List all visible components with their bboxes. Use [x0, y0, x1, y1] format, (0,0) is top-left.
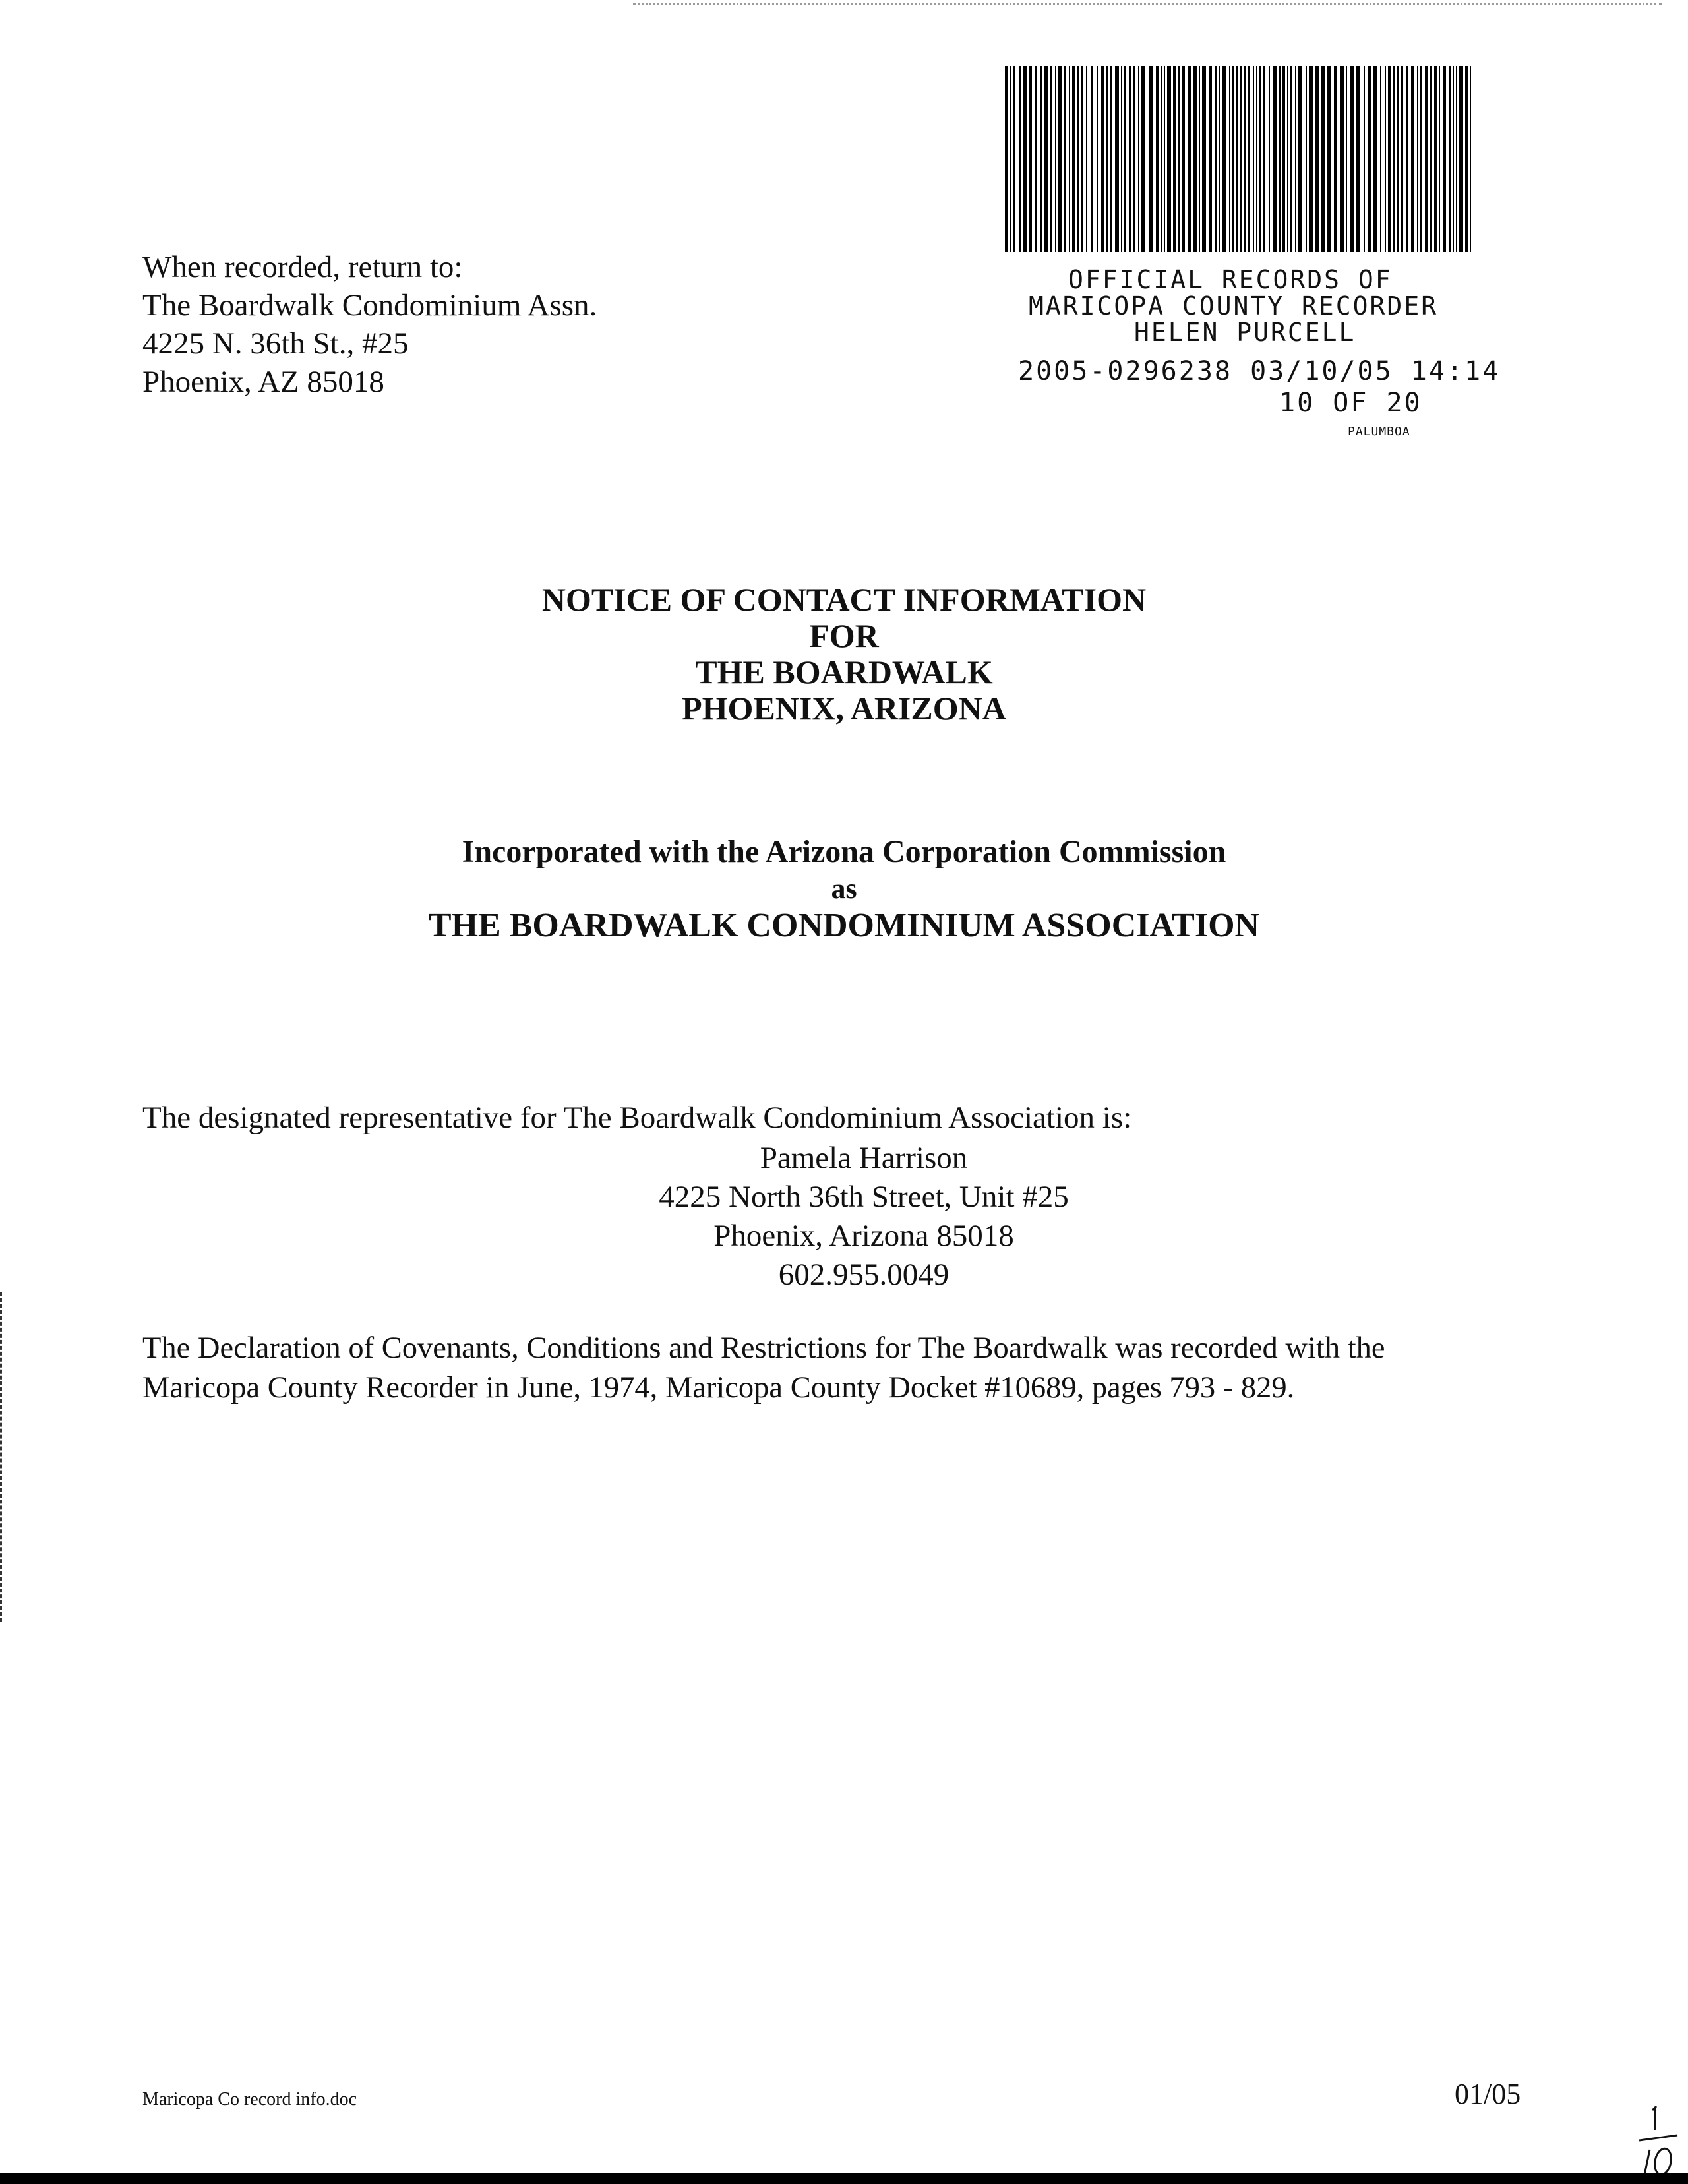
barcode-bar	[1019, 66, 1021, 252]
barcode-bar	[1182, 66, 1185, 252]
return-heading: When recorded, return to:	[142, 250, 463, 284]
barcode-bar	[1215, 66, 1217, 252]
barcode-bar	[1295, 66, 1296, 252]
barcode-bar	[1173, 66, 1176, 252]
title-line-3: THE BOARDWALK	[695, 653, 993, 690]
title-line-2: FOR	[809, 617, 879, 654]
barcode-bar	[1013, 66, 1015, 252]
bottom-scan-bar	[0, 2173, 1688, 2184]
barcode-bar	[1202, 66, 1206, 252]
barcode-bar	[1164, 66, 1165, 252]
barcode-bar	[1064, 66, 1066, 252]
return-address-block	[142, 248, 597, 401]
barcode-bar	[1443, 66, 1446, 252]
representative-address	[514, 1139, 1213, 1294]
barcode-bar	[1406, 66, 1408, 252]
barcode-bar	[1077, 66, 1079, 252]
barcode-bar	[1449, 66, 1451, 252]
barcode-bar	[1129, 66, 1131, 252]
barcode-bar	[1244, 66, 1246, 252]
barcode-bar	[1356, 66, 1360, 252]
barcode-bar	[1420, 66, 1422, 252]
return-line-street: 4225 N. 36th St., #25	[142, 326, 409, 361]
barcode-bar	[1156, 66, 1159, 252]
barcode-bar	[1430, 66, 1432, 252]
barcode-bar	[1110, 66, 1112, 252]
stamp-record-number: 2005-0296238 03/10/05 14:14	[1018, 356, 1501, 386]
title-line-4: PHOENIX, ARIZONA	[682, 690, 1006, 727]
barcode	[1005, 66, 1472, 252]
stamp-line-county: MARICOPA COUNTY RECORDER	[1029, 291, 1439, 320]
barcode-bar	[1029, 66, 1032, 252]
barcode-bar	[1222, 66, 1226, 252]
barcode-bar	[1385, 66, 1386, 252]
barcode-bar	[1279, 66, 1281, 252]
stamp-page-count: 10 OF 20	[1279, 388, 1422, 418]
barcode-bar	[1086, 66, 1087, 252]
barcode-bar	[1465, 66, 1468, 252]
barcode-bar	[1072, 66, 1075, 252]
barcode-bar	[1138, 66, 1139, 252]
scan-edge-line	[633, 3, 1662, 5]
representative-street: 4225 North 36th Street, Unit #25	[659, 1180, 1069, 1214]
incorporation-line-1: Incorporated with the Arizona Corporation Commission	[462, 834, 1226, 869]
barcode-bar	[1115, 66, 1119, 252]
barcode-bar	[1091, 66, 1093, 252]
footer-date: 01/05	[1455, 2078, 1521, 2110]
barcode-bar	[1269, 66, 1270, 252]
stamp-clerk: PALUMBOA	[1348, 425, 1410, 439]
barcode-bar	[1050, 66, 1052, 252]
barcode-bar	[1290, 66, 1292, 252]
barcode-bar	[1256, 66, 1257, 252]
barcode-bar	[1298, 66, 1302, 252]
barcode-bar	[1058, 66, 1062, 252]
barcode-bar	[1321, 66, 1325, 252]
barcode-bar	[1040, 66, 1042, 252]
barcode-bar	[1282, 66, 1285, 252]
barcode-bar	[1364, 66, 1365, 252]
return-line-name: The Boardwalk Condominium Assn.	[142, 288, 597, 322]
barcode-bar	[1368, 66, 1371, 252]
barcode-bar	[1393, 66, 1395, 252]
barcode-bar	[1167, 66, 1171, 252]
barcode-bar	[1315, 66, 1319, 252]
barcode-bar	[1417, 66, 1418, 252]
stamp-line-recorder-name: HELEN PURCELL	[1134, 318, 1356, 347]
barcode-bar	[1199, 66, 1200, 252]
barcode-bar	[1306, 66, 1307, 252]
barcode-bar	[1273, 66, 1277, 252]
representative-name: Pamela Harrison	[760, 1141, 968, 1175]
barcode-bar	[1193, 66, 1197, 252]
barcode-bar	[1327, 66, 1331, 252]
barcode-bar	[1456, 66, 1457, 252]
barcode-bar	[1346, 66, 1347, 252]
barcode-bar	[1160, 66, 1162, 252]
barcode-bar	[1035, 66, 1037, 252]
incorporation-line-3: THE BOARDWALK CONDOMINIUM ASSOCIATION	[428, 907, 1260, 944]
barcode-bar	[1069, 66, 1070, 252]
declaration-line-2: Maricopa County Recorder in June, 1974, Maricopa County Docket #10689, pages 793 - 829.	[142, 1371, 1295, 1405]
return-line-city: Phoenix, AZ 85018	[142, 365, 384, 399]
barcode-bar	[1253, 66, 1254, 252]
barcode-bar	[1287, 66, 1288, 252]
scan-edge-marks	[0, 1292, 6, 1622]
barcode-bar	[1401, 66, 1403, 252]
barcode-bar	[1425, 66, 1428, 252]
barcode-bar	[1010, 66, 1011, 252]
barcode-bar	[1055, 66, 1056, 252]
barcode-bar	[1439, 66, 1440, 252]
barcode-bar	[1101, 66, 1104, 252]
incorporation-line-2: as	[831, 872, 857, 905]
barcode-bar	[1459, 66, 1463, 252]
barcode-bar	[1178, 66, 1180, 252]
barcode-bar	[1023, 66, 1027, 252]
barcode-bar	[1259, 66, 1261, 252]
barcode-bar	[1229, 66, 1230, 252]
barcode-bar	[1081, 66, 1083, 252]
footer-filename: Maricopa Co record info.doc	[142, 2089, 357, 2109]
handwritten-page-mark	[1635, 2102, 1681, 2181]
barcode-bar	[1434, 66, 1437, 252]
barcode-bar	[1309, 66, 1313, 252]
barcode-bar	[1397, 66, 1399, 252]
barcode-bar	[1044, 66, 1048, 252]
barcode-bar	[1124, 66, 1126, 252]
barcode-bar	[1470, 66, 1471, 252]
barcode-bar	[1005, 66, 1008, 252]
barcode-bar	[1209, 66, 1212, 252]
barcode-bar	[1232, 66, 1234, 252]
barcode-bar	[1340, 66, 1344, 252]
barcode-bar	[1188, 66, 1191, 252]
barcode-bar	[1248, 66, 1250, 252]
barcode-bar	[1240, 66, 1242, 252]
barcode-bar	[1373, 66, 1377, 252]
barcode-bar	[1350, 66, 1354, 252]
barcode-bar	[1380, 66, 1381, 252]
barcode-bar	[1388, 66, 1391, 252]
barcode-bar	[1121, 66, 1122, 252]
barcode-bar	[1236, 66, 1238, 252]
stamp-line-official: OFFICIAL RECORDS OF	[1068, 265, 1393, 294]
barcode-bar	[1334, 66, 1337, 252]
representative-phone: 602.955.0049	[778, 1258, 950, 1292]
barcode-bar	[1411, 66, 1414, 252]
barcode-bar	[1149, 66, 1153, 252]
barcode-bar	[1141, 66, 1145, 252]
declaration-line-1: The Declaration of Covenants, Conditions and Restrictions for The Boardwalk was recorded with the	[142, 1331, 1385, 1365]
barcode-bar	[1106, 66, 1108, 252]
barcode-bar	[1453, 66, 1454, 252]
barcode-bar	[1097, 66, 1098, 252]
barcode-bar	[1133, 66, 1135, 252]
title-line-1: NOTICE OF CONTACT INFORMATION	[541, 581, 1147, 618]
representative-city: Phoenix, Arizona 85018	[713, 1219, 1014, 1253]
representative-intro: The designated representative for The Boardwalk Condominium Association is:	[142, 1101, 1132, 1135]
barcode-bar	[1263, 66, 1265, 252]
barcode-bar	[1219, 66, 1220, 252]
